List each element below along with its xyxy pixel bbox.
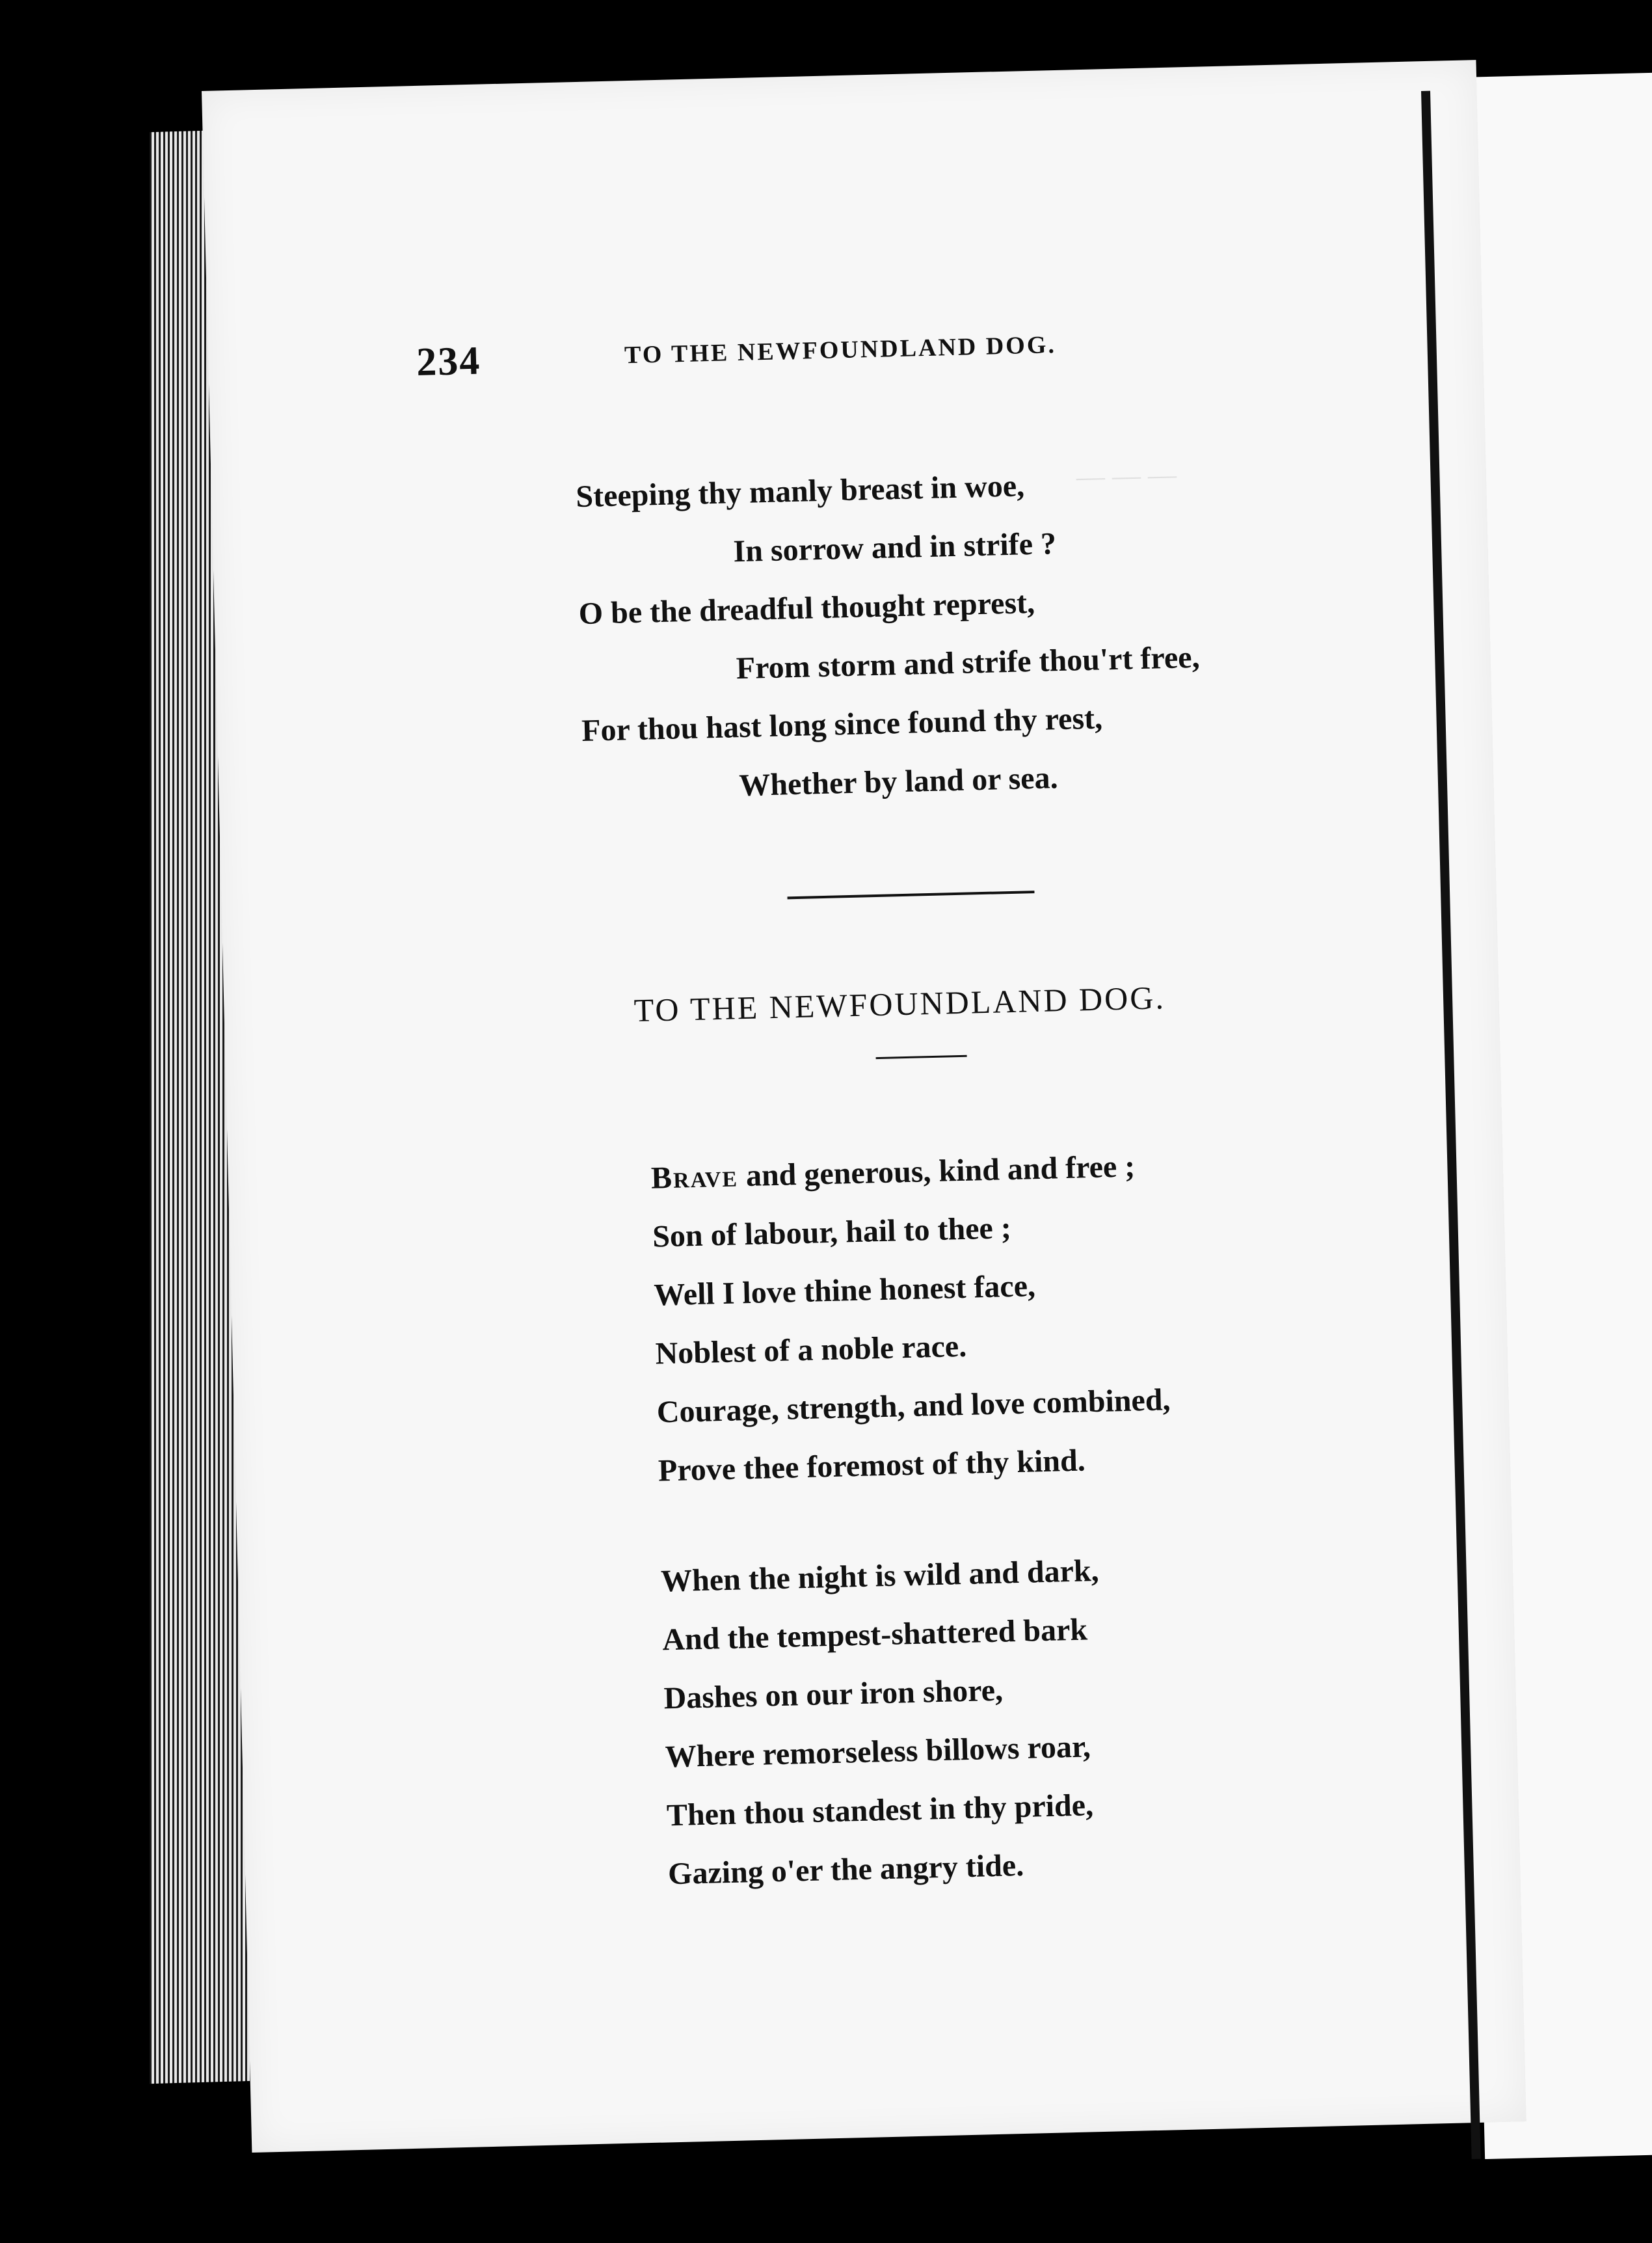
verse-line: Where remorseless billows roar,: [665, 1729, 1091, 1775]
verse-line: When the night is wild and dark,: [660, 1553, 1100, 1599]
section-divider: [788, 891, 1035, 899]
page-text: [202, 60, 1526, 2153]
title-rule: [876, 1055, 967, 1059]
verse-line: Noblest of a noble race.: [654, 1328, 967, 1371]
verse-line: For thou hast long since found thy rest,: [581, 701, 1103, 749]
verse-line: Then thou standest in thy pride,: [666, 1788, 1094, 1833]
page-number: 234: [416, 338, 482, 385]
poem-title: TO THE NEWFOUNDLAND DOG.: [633, 979, 1166, 1029]
verse-line: Dashes on our iron shore,: [663, 1672, 1004, 1716]
verse-line: From storm and strife thou'rt free,: [736, 639, 1201, 686]
verse-line: Whether by land or sea.: [738, 760, 1059, 803]
verse-line: Gazing o'er the angry tide.: [667, 1847, 1024, 1892]
verse-line: In sorrow and in strife ?: [732, 526, 1057, 569]
verse-line: Prove thee foremost of thy kind.: [658, 1443, 1086, 1488]
verse-line: Well I love thine honest face,: [653, 1269, 1036, 1313]
bleed-through: — — —: [1076, 458, 1177, 493]
verse-line: And the tempest-shattered bark: [661, 1612, 1088, 1658]
book-page: [202, 60, 1526, 2153]
verse-line: O be the dreadful thought represt,: [578, 585, 1035, 632]
verse-line: Brave and generous, kind and free ;: [650, 1149, 1136, 1196]
verse-line: Son of labour, hail to thee ;: [652, 1211, 1012, 1254]
running-head: TO THE NEWFOUNDLAND DOG.: [624, 331, 1057, 369]
verse-line: Courage, strength, and love combined,: [656, 1382, 1171, 1430]
drop-word: Brave: [650, 1159, 739, 1196]
verse-line: Steeping thy manly breast in woe,: [575, 468, 1025, 515]
